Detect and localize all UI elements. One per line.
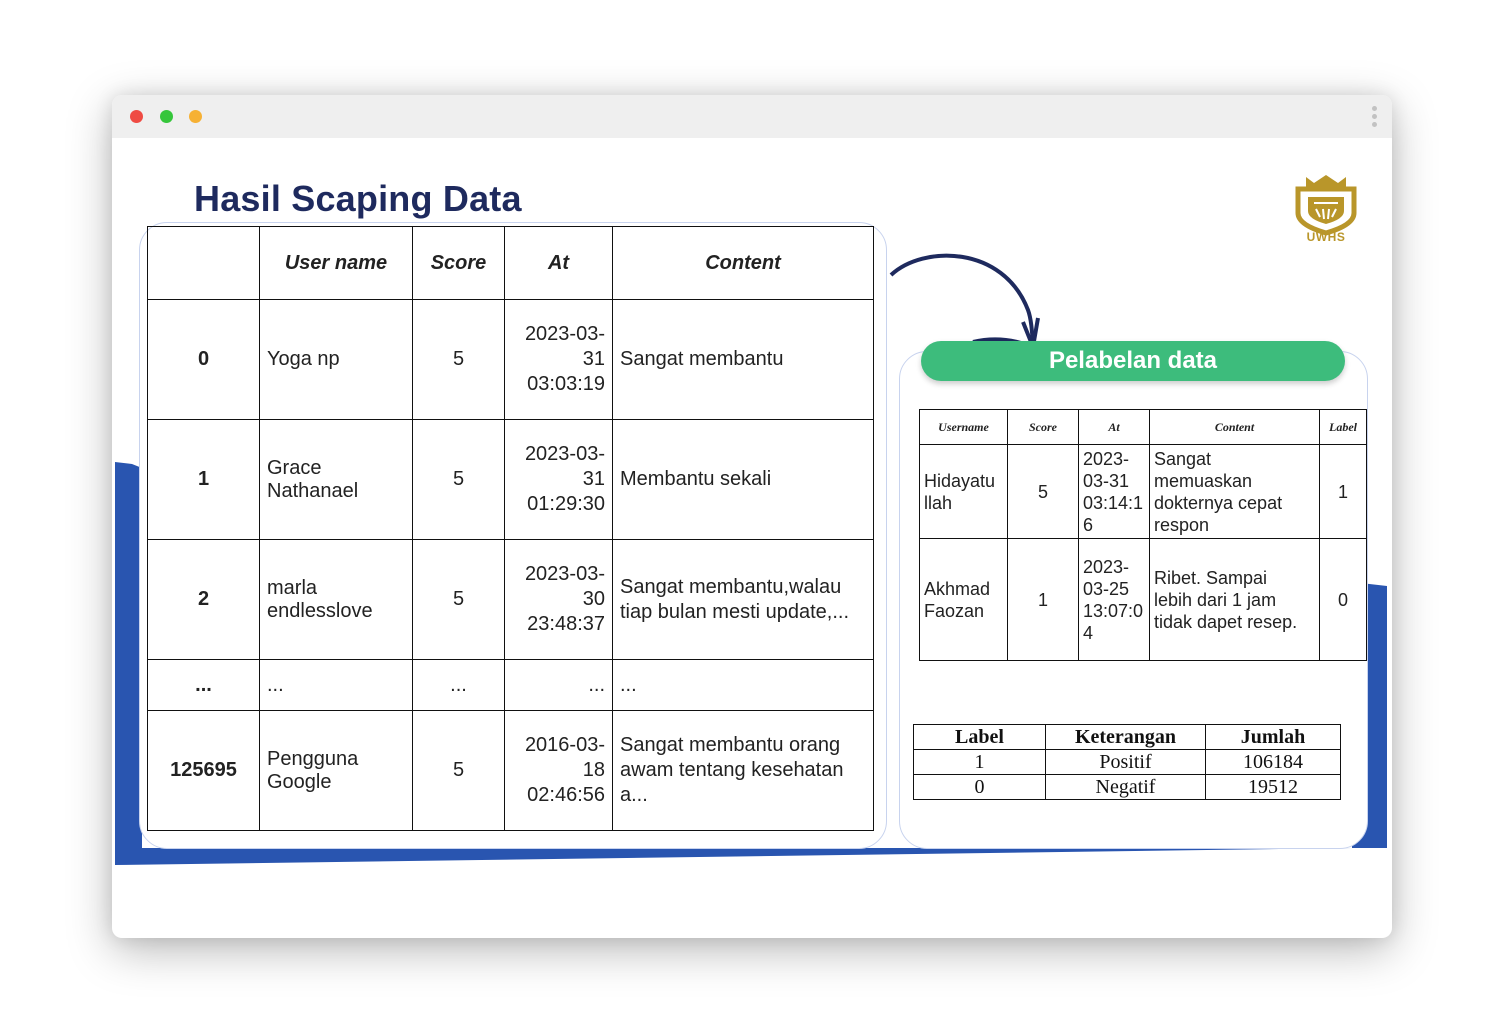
column-header-jumlah: Jumlah	[1206, 725, 1341, 750]
row-label: 1	[914, 750, 1046, 775]
kebab-menu-icon[interactable]	[1372, 106, 1378, 130]
row-timestamp: 2016-03- 18 02:46:56	[505, 711, 613, 831]
row-label: 0	[914, 775, 1046, 800]
table-row-ellipsis	[148, 660, 874, 711]
row-username: Yoga np	[260, 300, 413, 420]
summary-table	[913, 724, 1341, 800]
row-description: Positif	[1046, 750, 1206, 775]
slide-canvas	[112, 138, 1392, 938]
row-index: 2	[148, 540, 260, 660]
row-timestamp: ...	[505, 660, 613, 711]
row-label: 0	[1320, 539, 1367, 661]
close-window-button[interactable]	[130, 110, 143, 123]
column-header-score: Score	[1008, 410, 1079, 445]
row-content: Ribet. Sampai lebih dari 1 jam tidak dapet resep.	[1150, 539, 1320, 661]
row-score: 5	[1008, 445, 1079, 539]
row-username: marla endlesslove	[260, 540, 413, 660]
table-row	[148, 420, 874, 540]
row-index: ...	[148, 660, 260, 711]
column-header-at: At	[505, 227, 613, 300]
row-index: 0	[148, 300, 260, 420]
row-score: 5	[413, 300, 505, 420]
maximize-window-button[interactable]	[160, 110, 173, 123]
row-count: 106184	[1206, 750, 1341, 775]
app-window	[112, 95, 1392, 938]
minimize-window-button[interactable]	[189, 110, 202, 123]
row-score: 5	[413, 711, 505, 831]
label-data-button[interactable]: Pelabelan data	[921, 341, 1345, 381]
label-table	[919, 409, 1367, 661]
column-header-username: User name	[260, 227, 413, 300]
row-content: Sangat membantu	[613, 300, 874, 420]
column-header-at: At	[1079, 410, 1150, 445]
column-header-username: Username	[920, 410, 1008, 445]
row-score: 5	[413, 420, 505, 540]
page-title: Hasil Scaping Data	[194, 178, 522, 219]
table-header-row	[914, 725, 1341, 750]
column-header-index	[148, 227, 260, 300]
row-index: 1	[148, 420, 260, 540]
row-content: Membantu sekali	[613, 420, 874, 540]
column-header-keterangan: Keterangan	[1046, 725, 1206, 750]
row-username: Grace Nathanael	[260, 420, 413, 540]
row-score: 1	[1008, 539, 1079, 661]
row-count: 19512	[1206, 775, 1341, 800]
row-content: Sangat memuaskan dokternya cepat respon	[1150, 445, 1320, 539]
row-timestamp: 2023-03- 30 23:48:37	[505, 540, 613, 660]
row-score: 5	[413, 540, 505, 660]
row-content: ...	[613, 660, 874, 711]
column-header-content: Content	[613, 227, 874, 300]
table-row	[914, 750, 1341, 775]
scrape-table	[147, 226, 874, 831]
table-row	[914, 775, 1341, 800]
row-label: 1	[1320, 445, 1367, 539]
row-content: Sangat membantu,walau tiap bulan mesti update,...	[613, 540, 874, 660]
row-timestamp: 2023-03- 31 01:29:30	[505, 420, 613, 540]
table-row	[148, 711, 874, 831]
row-timestamp: 2023- 03-25 13:07:0 4	[1079, 539, 1150, 661]
table-row	[148, 540, 874, 660]
column-header-label: Label	[1320, 410, 1367, 445]
logo-text: UWHS	[1306, 230, 1346, 244]
window-titlebar	[112, 95, 1392, 138]
row-username: ...	[260, 660, 413, 711]
table-row	[920, 445, 1367, 539]
row-index: 125695	[148, 711, 260, 831]
column-header-label: Label	[914, 725, 1046, 750]
row-username: Hidayatu llah	[920, 445, 1008, 539]
row-timestamp: 2023- 03-31 03:14:1 6	[1079, 445, 1150, 539]
table-header-row	[148, 227, 874, 300]
row-username: Akhmad Faozan	[920, 539, 1008, 661]
row-description: Negatif	[1046, 775, 1206, 800]
row-score: ...	[413, 660, 505, 711]
table-header-row	[920, 410, 1367, 445]
row-timestamp: 2023-03- 31 03:03:19	[505, 300, 613, 420]
column-header-score: Score	[413, 227, 505, 300]
row-content: Sangat membantu orang awam tentang kesehatan a...	[613, 711, 874, 831]
table-row	[920, 539, 1367, 661]
row-username: Pengguna Google	[260, 711, 413, 831]
column-header-content: Content	[1150, 410, 1320, 445]
table-row	[148, 300, 874, 420]
